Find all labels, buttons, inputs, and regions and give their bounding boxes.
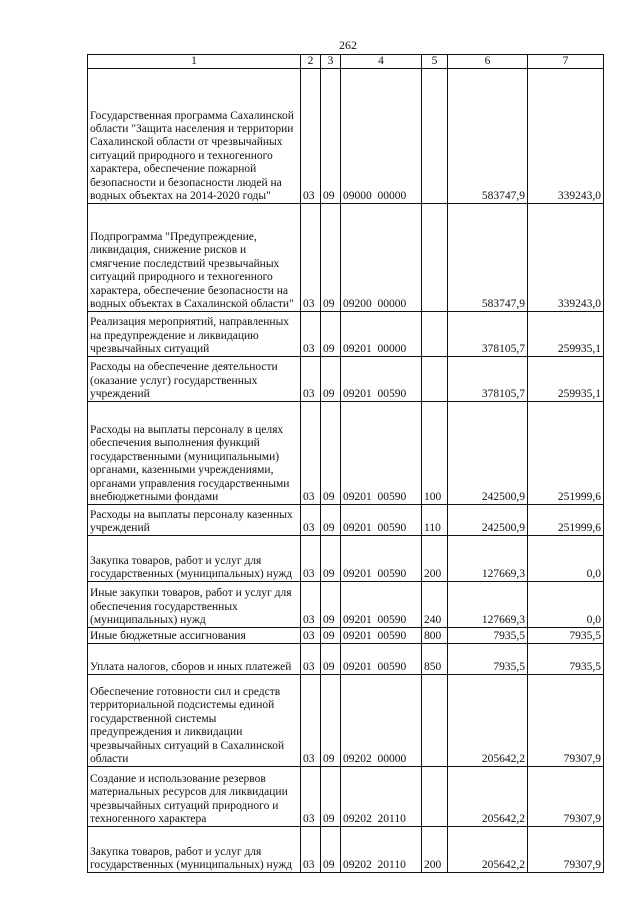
header-cell: 6 [448, 55, 528, 69]
row-name: Закупка товаров, работ и услуг для государственных (муниципальных) нужд [88, 536, 301, 582]
row-section: 03 [301, 505, 321, 536]
row-expense-type: 800 [422, 628, 448, 644]
row-amount-2020: 251999,6 [528, 505, 604, 536]
row-expense-type: 200 [422, 536, 448, 582]
row-subsection: 09 [321, 628, 341, 644]
row-expense-type: 200 [422, 827, 448, 873]
row-expense-type [422, 357, 448, 402]
row-section: 03 [301, 827, 321, 873]
table-row [88, 827, 604, 873]
table-row [88, 204, 604, 312]
table-row [88, 767, 604, 827]
header-cell: 2 [301, 55, 321, 69]
row-amount-2020: 79307,9 [528, 675, 604, 767]
row-section: 03 [301, 536, 321, 582]
row-name: Обеспечение готовности сил и средств территориальной подсистемы единой государственной системы предупреждения и ликвидации чрезвычайных ситуаций в Сахалинской области [88, 675, 301, 767]
row-name: Государственная программа Сахалинской области "Защита населения и территории Сахалинской области от чрезвычайных ситуаций природного и техногенного характера, обеспечение пожарной безопасности и безопасности людей на водных объектах на 2014-2020 годы" [88, 69, 301, 204]
row-expense-type: 240 [422, 582, 448, 628]
table-row [88, 312, 604, 357]
row-amount-2020: 0,0 [528, 582, 604, 628]
row-subsection: 09 [321, 204, 341, 312]
table-row [88, 536, 604, 582]
header-row [88, 55, 604, 69]
row-section: 03 [301, 767, 321, 827]
row-target-code: 09201 00590 [341, 582, 422, 628]
row-target-code: 09202 20110 [341, 827, 422, 873]
row-expense-type [422, 69, 448, 204]
table-row [88, 675, 604, 767]
row-name: Расходы на выплаты персоналу казенных учреждений [88, 505, 301, 536]
row-subsection: 09 [321, 582, 341, 628]
row-expense-type: 110 [422, 505, 448, 536]
row-name: Подпрограмма "Предупреждение, ликвидация, снижение рисков и смягчение последствий чрезвычайных ситуаций природного и техногенного характера, обеспечение безопасности на водных объектах в Сахалинской области" [88, 204, 301, 312]
row-amount-2020: 339243,0 [528, 69, 604, 204]
row-expense-type: 100 [422, 402, 448, 505]
budget-table [87, 54, 604, 873]
table-row [88, 69, 604, 204]
row-amount-2020: 0,0 [528, 536, 604, 582]
row-amount-2019: 205642,2 [448, 827, 528, 873]
row-target-code: 09200 00000 [341, 204, 422, 312]
row-expense-type [422, 204, 448, 312]
row-name: Расходы на обеспечение деятельности (оказание услуг) государственных учреждений [88, 357, 301, 402]
row-amount-2019: 205642,2 [448, 767, 528, 827]
header-cell: 7 [528, 55, 604, 69]
row-subsection: 09 [321, 505, 341, 536]
row-section: 03 [301, 644, 321, 675]
table-row [88, 505, 604, 536]
row-target-code: 09201 00590 [341, 644, 422, 675]
row-target-code: 09201 00590 [341, 402, 422, 505]
row-section: 03 [301, 402, 321, 505]
row-name: Создание и использование резервов материальных ресурсов для ликвидации чрезвычайных ситуаций природного и техногенного характера [88, 767, 301, 827]
row-target-code: 09201 00000 [341, 312, 422, 357]
row-target-code: 09201 00590 [341, 628, 422, 644]
row-target-code: 09201 00590 [341, 536, 422, 582]
row-amount-2019: 242500,9 [448, 505, 528, 536]
row-amount-2019: 127669,3 [448, 582, 528, 628]
row-subsection: 09 [321, 312, 341, 357]
row-target-code: 09000 00000 [341, 69, 422, 204]
row-amount-2019: 583747,9 [448, 69, 528, 204]
row-amount-2019: 378105,7 [448, 357, 528, 402]
row-amount-2020: 79307,9 [528, 827, 604, 873]
header-cell: 3 [321, 55, 341, 69]
row-target-code: 09201 00590 [341, 505, 422, 536]
table-row [88, 402, 604, 505]
row-amount-2019: 7935,5 [448, 644, 528, 675]
row-amount-2020: 339243,0 [528, 204, 604, 312]
header-cell: 5 [422, 55, 448, 69]
row-amount-2019: 583747,9 [448, 204, 528, 312]
row-section: 03 [301, 204, 321, 312]
header-cell: 4 [341, 55, 422, 69]
row-section: 03 [301, 628, 321, 644]
row-expense-type: 850 [422, 644, 448, 675]
row-subsection: 09 [321, 536, 341, 582]
header-cell: 1 [88, 55, 301, 69]
row-section: 03 [301, 582, 321, 628]
row-section: 03 [301, 357, 321, 402]
row-amount-2020: 79307,9 [528, 767, 604, 827]
row-name: Иные закупки товаров, работ и услуг для обеспечения государственных (муниципальных) нужд [88, 582, 301, 628]
row-subsection: 09 [321, 402, 341, 505]
row-target-code: 09202 00000 [341, 675, 422, 767]
table-row [88, 644, 604, 675]
table-row [88, 357, 604, 402]
row-name: Расходы на выплаты персоналу в целях обеспечения выполнения функций государственными (муниципальными) органами, казенными учреждениями, органами управления государственными внебюджетными фондами [88, 402, 301, 505]
row-amount-2020: 7935,5 [528, 628, 604, 644]
row-amount-2019: 127669,3 [448, 536, 528, 582]
table-row [88, 582, 604, 628]
row-name: Иные бюджетные ассигнования [88, 628, 301, 644]
row-amount-2020: 259935,1 [528, 312, 604, 357]
row-name: Реализация мероприятий, направленных на предупреждение и ликвидацию чрезвычайных ситуаций [88, 312, 301, 357]
row-section: 03 [301, 312, 321, 357]
row-subsection: 09 [321, 644, 341, 675]
row-target-code: 09201 00590 [341, 357, 422, 402]
row-amount-2019: 205642,2 [448, 675, 528, 767]
row-amount-2019: 242500,9 [448, 402, 528, 505]
row-subsection: 09 [321, 357, 341, 402]
row-subsection: 09 [321, 767, 341, 827]
row-amount-2020: 259935,1 [528, 357, 604, 402]
row-section: 03 [301, 675, 321, 767]
page-number: 262 [339, 38, 357, 52]
row-subsection: 09 [321, 827, 341, 873]
row-amount-2020: 7935,5 [528, 644, 604, 675]
row-expense-type [422, 312, 448, 357]
row-name: Закупка товаров, работ и услуг для государственных (муниципальных) нужд [88, 827, 301, 873]
row-amount-2020: 251999,6 [528, 402, 604, 505]
row-target-code: 09202 20110 [341, 767, 422, 827]
row-expense-type [422, 675, 448, 767]
row-section: 03 [301, 69, 321, 204]
row-subsection: 09 [321, 69, 341, 204]
row-subsection: 09 [321, 675, 341, 767]
row-name: Уплата налогов, сборов и иных платежей [88, 644, 301, 675]
row-amount-2019: 7935,5 [448, 628, 528, 644]
table-row [88, 628, 604, 644]
row-amount-2019: 378105,7 [448, 312, 528, 357]
row-expense-type [422, 767, 448, 827]
